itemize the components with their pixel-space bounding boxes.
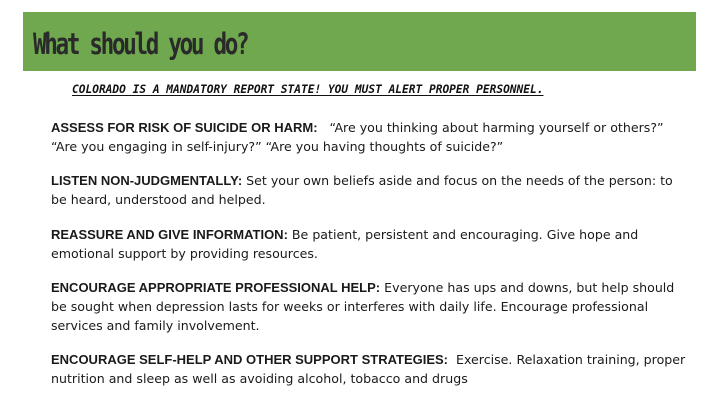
guidance-item-professional-help [51, 278, 691, 335]
guidance-item-listen [51, 171, 691, 209]
guidance-item-heading: LISTEN NON-JUDGMENTALLY: [51, 173, 243, 188]
slide-title: What should you do? [33, 27, 248, 61]
guidance-item-text: “Are you thinking about harming yourself or others?” “Are you engaging in self-injury?” “Are you having thoughts of suicide?” [51, 120, 664, 154]
mandatory-report-notice: COLORADO IS A MANDATORY REPORT STATE! YOU MUST ALERT PROPER PERSONNEL. [72, 83, 544, 96]
guidance-item-text: Exercise. Relaxation training, proper nutrition and sleep as well as avoiding alcohol, tobacco and drugs [51, 352, 686, 386]
guidance-item-heading: ASSESS FOR RISK OF SUICIDE OR HARM: [51, 120, 318, 135]
title-bar [23, 12, 696, 71]
guidance-item-reassure [51, 225, 691, 263]
guidance-item-heading: REASSURE AND GIVE INFORMATION: [51, 227, 288, 242]
guidance-item-text: Everyone has ups and downs, but help should be sought when depression lasts for weeks or interferes with daily life. Encourage professional services and family involvement. [51, 280, 675, 333]
guidance-item-assess-risk [51, 118, 691, 156]
guidance-item-text: Set your own beliefs aside and focus on the needs of the person: to be heard, understood and helped. [51, 173, 673, 207]
guidance-item-heading: ENCOURAGE SELF-HELP AND OTHER SUPPORT STRATEGIES: [51, 352, 449, 367]
guidance-item-heading: ENCOURAGE APPROPRIATE PROFESSIONAL HELP: [51, 280, 381, 295]
guidance-item-self-help [51, 350, 691, 388]
guidance-item-text: Be patient, persistent and encouraging. Give hope and emotional support by providing resources. [51, 227, 639, 261]
